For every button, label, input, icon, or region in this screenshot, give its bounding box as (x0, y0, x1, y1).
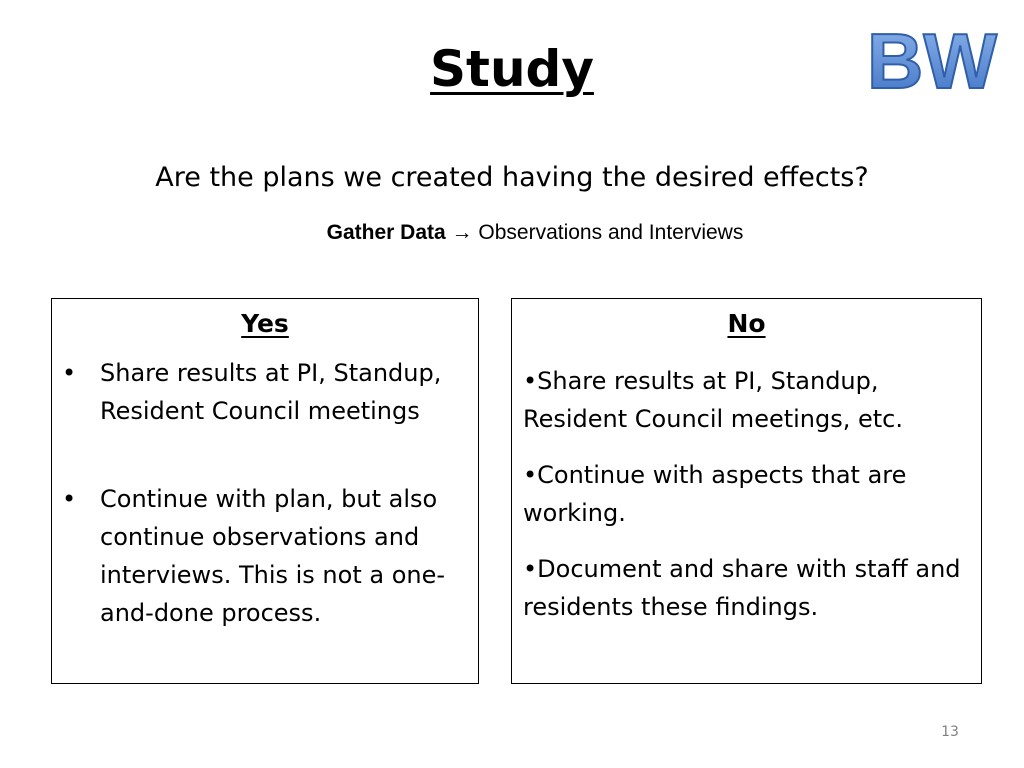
bw-logo (864, 18, 1000, 98)
list-item-text: Share results at PI, Standup, Resident Council meetings (100, 359, 442, 425)
list-item-text: Continue with plan, but also continue observations and interviews. This is not a one-and-done process. (100, 485, 446, 627)
yes-box (51, 298, 479, 684)
bw-logo-text: BW (867, 18, 997, 98)
bullet-icon: • (62, 485, 77, 513)
list-item (52, 354, 478, 430)
list-item: •Share results at PI, Standup, Resident Council meetings, etc. (523, 367, 904, 433)
page-number: 13 (941, 724, 959, 740)
no-heading (512, 309, 981, 338)
slide-question: Are the plans we created having the desired effects? (155, 162, 869, 193)
list-item: •Continue with aspects that are working. (523, 461, 907, 527)
no-list (512, 362, 981, 626)
no-heading-text: No (727, 309, 766, 338)
yes-list (52, 354, 478, 632)
list-item: •Document and share with staff and residents these findings. (523, 555, 961, 621)
gather-data-label: Gather Data (326, 221, 446, 244)
yes-heading (52, 309, 478, 338)
arrow-right-icon: → (451, 221, 473, 244)
bullet-icon: • (62, 359, 77, 387)
slide-title-text: Study (430, 40, 594, 98)
no-box (511, 298, 982, 684)
yes-heading-text: Yes (241, 309, 289, 338)
list-item (52, 480, 478, 632)
gather-data-line (250, 220, 820, 245)
gather-data-text: Observations and Interviews (472, 221, 744, 244)
